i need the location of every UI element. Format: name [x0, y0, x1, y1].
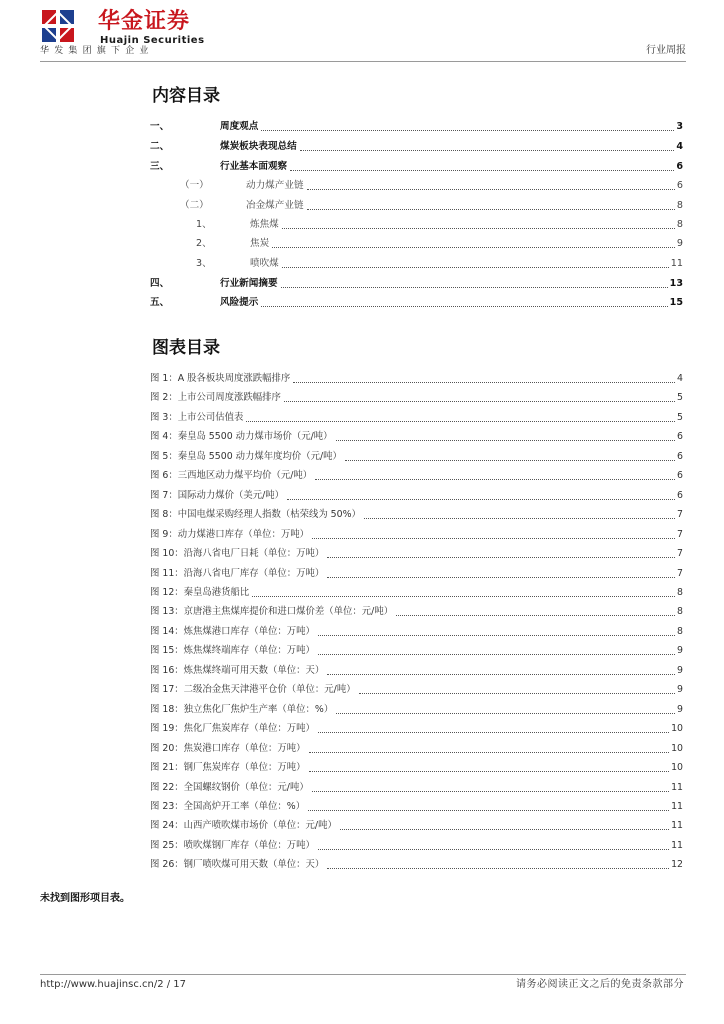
figure-entry-title: 图 15：炼焦煤终端库存（单位：万吨） — [150, 645, 315, 657]
toc-entry-title: 动力煤产业链 — [246, 180, 304, 191]
dot-leader — [315, 479, 675, 480]
figure-entry-page: 4 — [677, 373, 683, 384]
toc-entry-number: 三、 — [150, 161, 170, 172]
no-figure-table-note: 未找到图形项目表。 — [40, 893, 130, 904]
dot-leader — [327, 577, 675, 578]
toc-entry-number: 1、 — [196, 219, 212, 230]
toc-entry[interactable] — [150, 216, 683, 232]
toc-entry[interactable] — [150, 118, 683, 134]
figure-entry-page: 11 — [671, 820, 683, 832]
figure-entry[interactable] — [150, 506, 683, 522]
dot-leader — [318, 635, 675, 636]
toc-entry-title: 风险提示 — [220, 297, 259, 308]
dot-leader — [309, 771, 670, 772]
toc-entry-number: 二、 — [150, 141, 170, 152]
figure-entry-page: 7 — [677, 548, 683, 559]
figure-entry[interactable] — [150, 428, 683, 444]
figure-entry-title: 图 24：山西产喷吹煤市场价（单位：元/吨） — [150, 820, 337, 832]
figure-entry[interactable] — [150, 720, 683, 736]
toc-entry-number: 3、 — [196, 258, 212, 269]
figure-entry[interactable] — [150, 448, 683, 464]
figure-entry-title: 图 5：秦皇岛 5500 动力煤年度均价（元/吨） — [150, 450, 342, 462]
figure-entry-page: 9 — [677, 645, 683, 657]
figure-entry-title: 图 1：A 股各板块周度涨跌幅排序 — [150, 373, 291, 384]
dot-leader — [293, 382, 675, 383]
dot-leader — [336, 713, 675, 714]
figure-entry-page: 11 — [671, 839, 683, 851]
toc-entry-title: 焦炭 — [250, 238, 270, 249]
dot-leader — [308, 810, 669, 811]
figure-entry-title: 图 21：钢厂焦炭库存（单位：万吨） — [150, 762, 306, 773]
figure-entry-page: 7 — [677, 509, 683, 521]
figure-entry-title: 图 17：二级冶金焦天津港平仓价（单位：元/吨） — [150, 684, 356, 696]
figure-entry[interactable] — [150, 487, 683, 503]
figure-entry-page: 6 — [677, 431, 683, 443]
figure-entry-page: 5 — [677, 411, 683, 423]
figure-entry[interactable] — [150, 662, 683, 678]
toc-entry-number: （一） — [180, 180, 209, 191]
figure-entry-title: 图 2：上市公司周度涨跌幅排序 — [150, 392, 281, 404]
toc-entry-page: 8 — [676, 200, 683, 211]
header-divider — [40, 61, 686, 62]
toc-entry[interactable] — [150, 177, 683, 193]
figure-entry-title: 图 6：三西地区动力煤平均价（元/吨） — [150, 470, 313, 482]
figure-entry[interactable] — [150, 623, 683, 639]
figure-entry-title: 图 19：焦化厂焦炭库存（单位：万吨） — [150, 723, 315, 735]
dot-leader — [318, 654, 675, 655]
toc-entry-title: 煤炭板块表现总结 — [220, 141, 297, 152]
figure-entry-page: 8 — [677, 606, 683, 618]
dot-leader — [300, 150, 675, 151]
toc-entry-page: 13 — [669, 278, 683, 289]
toc-entry-number: 四、 — [150, 278, 170, 289]
toc-entry-page: 11 — [670, 258, 683, 269]
dot-leader — [364, 518, 675, 519]
figure-entry[interactable] — [150, 565, 683, 581]
toc-entry[interactable] — [150, 235, 683, 251]
figure-entry[interactable] — [150, 701, 683, 717]
dot-leader — [261, 306, 667, 307]
figure-entry-title: 图 20：焦炭港口库存（单位：万吨） — [150, 742, 306, 754]
figure-entry-page: 6 — [677, 470, 683, 482]
figure-entry-page: 6 — [677, 489, 683, 501]
figure-entry[interactable] — [150, 467, 683, 483]
figure-entry[interactable] — [150, 681, 683, 697]
toc-entry-page: 6 — [676, 161, 683, 172]
dot-leader — [282, 267, 669, 268]
figure-entry-title: 图 3：上市公司估值表 — [150, 411, 244, 423]
toc-entry-title: 周度观点 — [220, 121, 259, 132]
dot-leader — [336, 440, 675, 441]
dot-leader — [246, 421, 675, 422]
figure-entry-title: 图 13：京唐港主焦煤库提价和进口煤价差（单位：元/吨） — [150, 606, 394, 618]
toc-entry-page: 4 — [676, 141, 683, 152]
toc-entry[interactable] — [150, 275, 683, 291]
figure-entry-page: 7 — [677, 567, 683, 579]
figure-entry-title: 图 16：炼焦煤终端可用天数（单位：天） — [150, 664, 325, 676]
figure-entry[interactable] — [150, 837, 683, 853]
figure-entry[interactable] — [150, 642, 683, 658]
figure-entry-title: 图 8：中国电煤采购经理人指数（枯荣线为 50%） — [150, 509, 361, 521]
figure-entry-page: 10 — [671, 742, 683, 754]
figure-entry-title: 图 4：秦皇岛 5500 动力煤市场价（元/吨） — [150, 431, 333, 443]
toc-entry[interactable] — [150, 158, 683, 174]
dot-leader — [340, 829, 669, 830]
footer-url[interactable]: http://www.huajinsc.cn/2 / 17 — [40, 979, 187, 990]
dot-leader — [282, 228, 675, 229]
toc-entry-page: 15 — [669, 297, 683, 308]
figure-entry-page: 10 — [671, 723, 683, 735]
brand-name-cn: 华金证券 — [98, 9, 191, 34]
figure-entry[interactable] — [150, 545, 683, 561]
toc-entry-number: 一、 — [150, 121, 170, 132]
figure-entry[interactable] — [150, 584, 683, 600]
footer-divider — [40, 974, 686, 975]
dot-leader — [307, 209, 675, 210]
figure-entry[interactable] — [150, 603, 683, 619]
page-header — [40, 8, 686, 60]
figure-entry-page: 8 — [677, 625, 683, 637]
figure-entry-title: 图 18：独立焦化厂焦炉生产率（单位：%） — [150, 703, 334, 715]
figure-entry-title: 图 22：全国螺纹钢价（单位：元/吨） — [150, 781, 309, 793]
footer-disclaimer: 请务必阅读正文之后的免责条款部分 — [516, 979, 684, 990]
figure-entry-title: 图 7：国际动力煤价（美元/吨） — [150, 489, 284, 501]
dot-leader — [345, 460, 675, 461]
toc-heading: 内容目录 — [152, 86, 220, 106]
toc-entry-number: 2、 — [196, 238, 212, 249]
figure-entry-page: 8 — [677, 587, 683, 598]
toc-entry[interactable] — [150, 294, 683, 310]
figure-entry[interactable] — [150, 817, 683, 833]
figure-entry-title: 图 26：钢厂喷吹煤可用天数（单位：天） — [150, 859, 325, 871]
dot-leader — [396, 615, 675, 616]
dot-leader — [327, 557, 675, 558]
dot-leader — [318, 732, 669, 733]
figure-entry-page: 5 — [677, 392, 683, 404]
figure-entry[interactable] — [150, 856, 683, 872]
figure-entry-page: 12 — [671, 859, 683, 871]
figure-entry-title: 图 9：动力煤港口库存（单位：万吨） — [150, 528, 309, 540]
figure-entry[interactable] — [150, 798, 683, 814]
figure-entry[interactable] — [150, 409, 683, 425]
toc-entry-number: 五、 — [150, 297, 170, 308]
figure-entry-page: 10 — [671, 762, 683, 773]
toc-entry[interactable] — [150, 197, 683, 213]
dot-leader — [287, 499, 675, 500]
figure-entry[interactable] — [150, 740, 683, 756]
figure-entry-title: 图 14：炼焦煤港口库存（单位：万吨） — [150, 625, 315, 637]
dot-leader — [307, 189, 675, 190]
figure-entry-title: 图 10：沿海八省电厂日耗（单位：万吨） — [150, 548, 325, 559]
dot-leader — [284, 401, 675, 402]
figure-entry-title: 图 23：全国高炉开工率（单位：%） — [150, 800, 306, 812]
toc-entry-title: 行业基本面观察 — [220, 161, 288, 172]
dot-leader — [281, 287, 668, 288]
figure-entry-page: 9 — [677, 703, 683, 715]
brand-tagline: 华发集团旗下企业 — [40, 46, 154, 56]
toc-entry-page: 6 — [676, 180, 683, 191]
dot-leader — [359, 693, 675, 694]
brand-name-en: Huajin Securities — [100, 35, 205, 46]
huajin-logo-icon — [40, 8, 76, 44]
dot-leader — [252, 596, 675, 597]
figure-entry[interactable] — [150, 759, 683, 775]
figure-entry-page: 6 — [677, 450, 683, 462]
dot-leader — [327, 868, 669, 869]
toc-entry-title: 喷吹煤 — [250, 258, 279, 269]
figure-entry-title: 图 11：沿海八省电厂库存（单位：万吨） — [150, 567, 325, 579]
dot-leader — [261, 130, 674, 131]
figure-entry[interactable] — [150, 526, 683, 542]
dot-leader — [312, 538, 675, 539]
dot-leader — [312, 791, 669, 792]
toc-entry-title: 冶金煤产业链 — [246, 200, 304, 211]
figure-entry[interactable] — [150, 389, 683, 405]
toc-entry[interactable] — [150, 255, 683, 271]
dot-leader — [272, 247, 675, 248]
toc-entry-page: 9 — [676, 238, 683, 249]
figure-entry-page: 9 — [677, 684, 683, 696]
toc-entry-number: （二） — [180, 200, 209, 211]
toc-entry-page: 8 — [676, 219, 683, 230]
toc-entry-title: 炼焦煤 — [250, 219, 279, 230]
toc-entry-title: 行业新闻摘要 — [220, 278, 278, 289]
figure-entry-title: 图 12：秦皇岛港货船比 — [150, 587, 250, 598]
figures-heading: 图表目录 — [152, 338, 220, 358]
figure-entry[interactable] — [150, 779, 683, 795]
figure-entry-page: 9 — [677, 664, 683, 676]
dot-leader — [327, 674, 675, 675]
figure-entry-page: 11 — [671, 781, 683, 793]
dot-leader — [318, 849, 669, 850]
report-type-label: 行业周报 — [646, 45, 686, 56]
figure-entry-page: 7 — [677, 528, 683, 540]
toc-entry[interactable] — [150, 138, 683, 154]
toc-entry-page: 3 — [676, 121, 683, 132]
dot-leader — [309, 752, 670, 753]
figure-entry-title: 图 25：喷吹煤钢厂库存（单位：万吨） — [150, 839, 315, 851]
dot-leader — [290, 170, 674, 171]
figure-entry-page: 11 — [671, 800, 683, 812]
figure-entry[interactable] — [150, 370, 683, 386]
